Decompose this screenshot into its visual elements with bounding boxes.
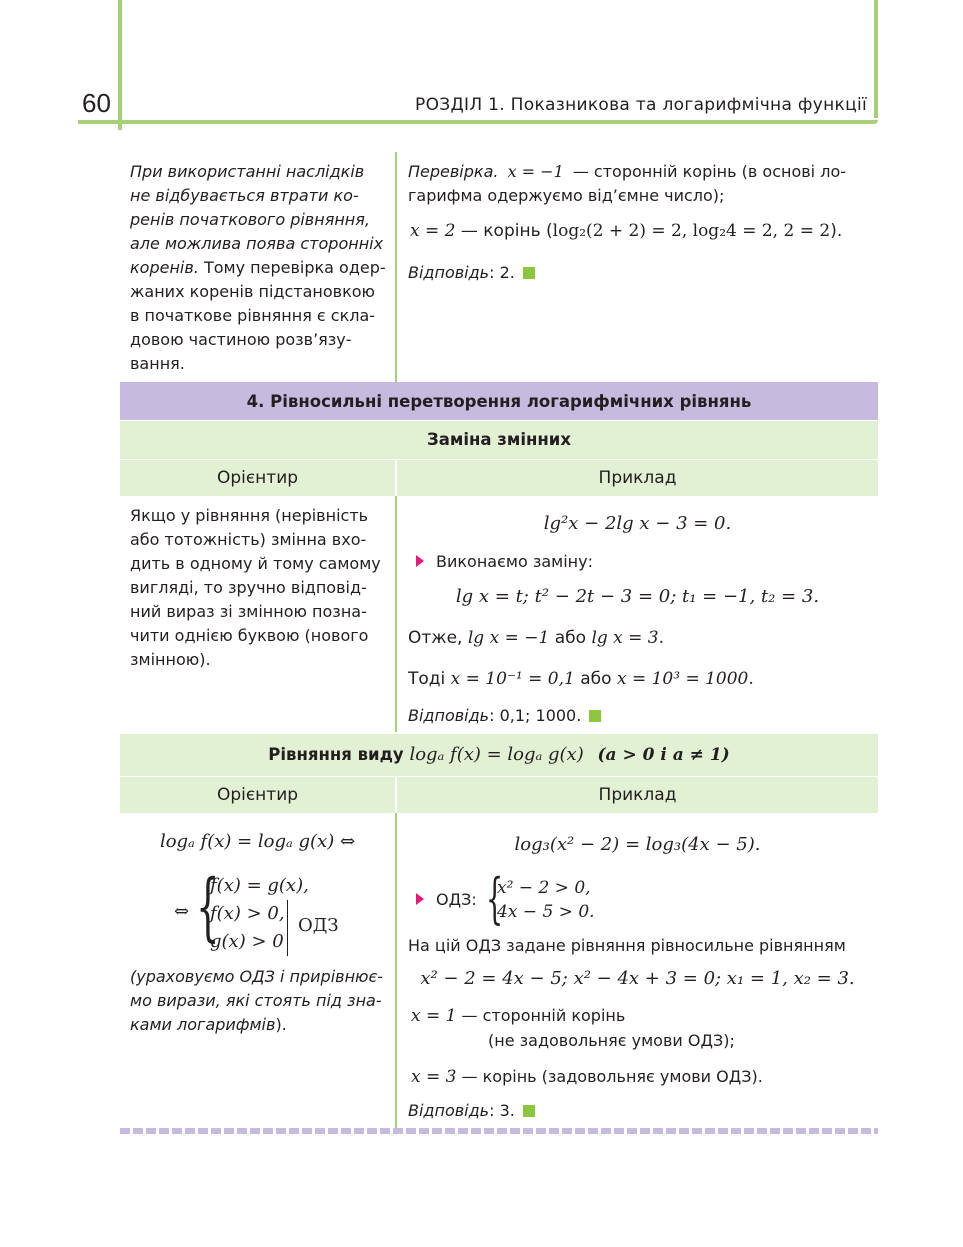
end-square-icon <box>589 710 601 722</box>
column-header-guide: Орієнтир <box>216 468 299 488</box>
odz-step-label: ОДЗ: <box>416 888 477 912</box>
odz-label: ОДЗ <box>298 915 339 936</box>
column-header-example: Приклад <box>598 468 677 488</box>
system-brace: { <box>196 864 220 950</box>
answer-1: Відповідь: 2. <box>408 261 535 285</box>
equation-log3: log₃(x² − 2) = log₃(4x − 5). <box>514 834 761 855</box>
system-brace: { <box>486 867 504 930</box>
rule-log-equivalence: logₐ f(x) = logₐ g(x) ⇔ <box>159 831 356 852</box>
column-header-example: Приклад <box>598 785 677 805</box>
note-consequences: При використанні наслідків не відбувається втрати ко- ренів початкового рівняння, але можлива поява сторонніх коренів. Тому перевірка одер- жаних коренів підстановкою в початкове рівняння є скла- довою частиною розв’язу- вання. <box>130 162 386 373</box>
bullet-triangle-icon <box>416 555 424 567</box>
running-head: РОЗДІЛ 1. Показникова та логарифмічна функції <box>415 95 867 115</box>
extraneous-root-reason: (не задовольняє умови ОДЗ); <box>488 1031 735 1050</box>
header-frame-right <box>874 0 878 118</box>
answer-3: Відповідь: 3. <box>408 1099 535 1123</box>
rule-substitution: Якщо у рівняння (нерівність або тотожність) змінна вхо- дить в одному й тому самому вигляді, то зручно відповід- ний вираз зі змінною позна- чити однією буквою (нового змінною). <box>130 506 381 669</box>
equation-quadratic: x² − 2 = 4x − 5; x² − 4x + 3 = 0; x₁ = 1, x₂ = 3. <box>420 968 855 989</box>
header-frame-left <box>118 0 122 130</box>
odz-example-system: x² − 2 > 0, 4x − 5 > 0. <box>497 878 595 922</box>
check-paragraph: Перевірка. x = −1 — сторонній корінь (в основі ло- гарифма одержуємо від’ємне число); <box>408 162 846 205</box>
therefore-line: Отже, lg x = −1 або lg x = 3. <box>408 628 665 648</box>
column-divider <box>395 152 397 382</box>
bullet-triangle-icon <box>416 893 424 905</box>
column-header-guide: Орієнтир <box>216 785 299 805</box>
odz-system: f(x) = g(x), f(x) > 0, g(x) > 0 <box>210 872 309 956</box>
end-square-icon <box>523 267 535 279</box>
page-number: 60 <box>82 88 111 118</box>
then-line: Тоді x = 10⁻¹ = 0,1 або x = 10³ = 1000. <box>408 669 754 689</box>
section-title: 4. Рівносильні перетворення логарифмічних рівнянь <box>120 382 878 420</box>
table-bottom-border <box>120 1128 878 1134</box>
note-odz: (ураховуємо ОДЗ і прирівнює- мо вирази, які стоять під зна- ками логарифмів). <box>130 967 384 1034</box>
subsection-title-substitution: Заміна змінних <box>120 421 878 459</box>
equivalence-sign: ⇔ <box>174 901 190 922</box>
root-line: x = 3 — корінь (задовольняє умови ОДЗ). <box>411 1067 763 1087</box>
equivalence-text: На цій ОДЗ задане рівняння рівносильне рівнянням <box>408 936 846 955</box>
end-square-icon <box>523 1105 535 1117</box>
equation-lg: lg²x − 2lg x − 3 = 0. <box>543 513 732 534</box>
extraneous-root-line: x = 1 — сторонній корінь <box>411 1006 626 1026</box>
header-rule <box>78 120 878 124</box>
answer-2: Відповідь: 0,1; 1000. <box>408 704 601 728</box>
subsection-title-log-equation: Рівняння виду logₐ f(x) = logₐ g(x) (a > 0 і a ≠ 1) <box>120 734 878 776</box>
step-substitution: Виконаємо заміну: <box>416 550 593 574</box>
root-check-line: x = 2 — корінь (log₂(2 + 2) = 2, log₂4 = 2, 2 = 2). <box>410 221 843 241</box>
equation-substitution: lg x = t; t² − 2t − 3 = 0; t₁ = −1, t₂ = 3. <box>455 586 820 607</box>
